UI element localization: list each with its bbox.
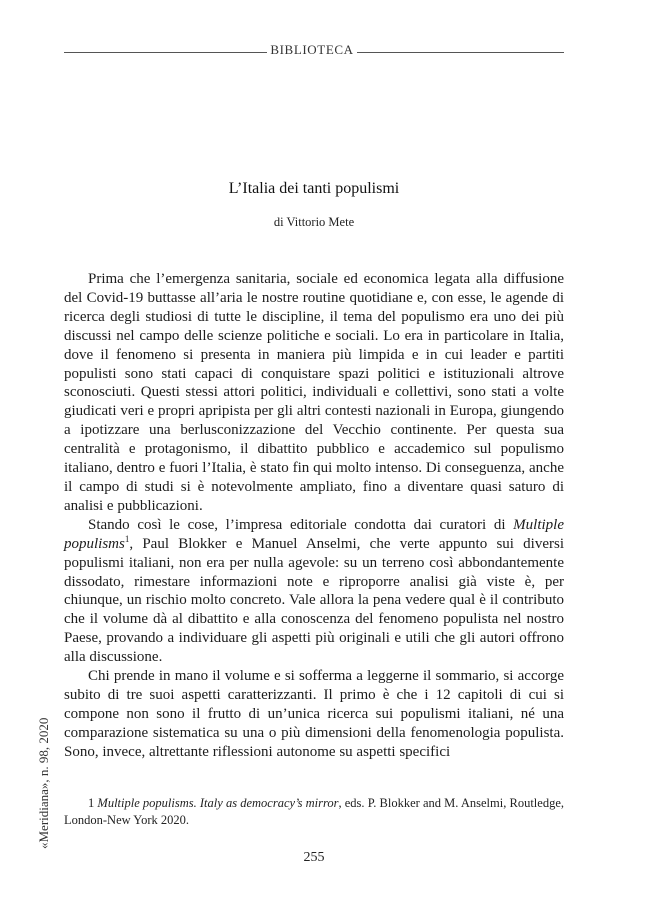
footnote-text: , eds. P. Blokker and M. Anselmi, Routledge, London-New York 2020. — [64, 796, 564, 827]
footnote-reference[interactable]: 1 — [124, 533, 130, 544]
footnote — [64, 795, 564, 829]
journal-citation: «Meridiana», n. 98, 2020 — [36, 717, 51, 849]
article-author: di Vittorio Mete — [273, 215, 355, 229]
article-body — [64, 270, 564, 762]
book-title-italic: Multiple populisms — [64, 516, 564, 552]
footnote-marker: 1 — [88, 796, 95, 810]
page-number: 255 — [303, 850, 325, 865]
header-rule-right — [357, 52, 564, 53]
section-label: BIBLIOTECA — [270, 42, 354, 57]
paragraph-2 — [64, 516, 564, 667]
paragraph-2-text-end: , Paul Blokker e Manuel Anselmi, che verte appunto sui diversi populismi italiani, non era per nulla agevole: su un terreno così abbondantemente dissodato, rimestare informazioni note e riproporre analisi già viste è, per chiunque, un rischio molto concreto. Vale allora la pena vedere qual è il contributo che il volume dà al dibattito e alla conoscenza del fenomeno populista nel nostro Paese, provando a individuare gli aspetti più originali e utili che gli autori offrono alla discussione. — [64, 535, 564, 666]
paragraph-2-text-start: Stando così le cose, l’impresa editoriale condotta dai curatori di — [88, 516, 514, 533]
paragraph-1: Prima che l’emergenza sanitaria, sociale ed economica legata alla diffusione del Covid-19 buttasse all’aria le nostre routine quotidiane e, con esse, le agende di ricerca degli studiosi di tutte le discipline, il tema del populismo era uno dei più discussi nel campo delle scienze politiche e sociali. Lo era in particolare in Italia, dove il fenomeno si presenta in maniera più limpida e in cui leader e partiti populisti sono stati capaci di conquistare spazi politici e istituzionali altrove sconosciuti. Questi stessi attori politici, individuali e collettivi, sono stati a volte giudicati veri e propri apripista per gli altri contesti nazionali in Europa, giungendo a ipotizzare una berlusconizzazione del Vecchio continente. Per questa sua centralità e protagonismo, il dibattito pubblico e accademico sul populismo italiano, dentro e fuori l’Italia, è stato fin qui molto intenso. Di conseguenza, anche il campo di studi si è notevolmente ampliato, fino a diventare quasi saturo di analisi e pubblicazioni. — [64, 271, 564, 514]
article-title: L’Italia dei tanti populismi — [228, 180, 400, 197]
header-rule-left — [64, 52, 267, 53]
paragraph-3: Chi prende in mano il volume e si sofferma a leggerne il sommario, si accorge subito di tre suoi aspetti caratterizzanti. Il primo è che i 12 capitoli di cui si compone non sono il frutto di un’unica ricerca sui populismi italiani, né una comparazione sistematica su una o più dimensioni della fenomenologia populista. Sono, invece, altrettante riflessioni autonome su aspetti specifici — [64, 668, 564, 760]
running-header — [64, 42, 564, 60]
footnote-book-title: Multiple populisms. Italy as democracy’s mirror — [97, 796, 339, 810]
